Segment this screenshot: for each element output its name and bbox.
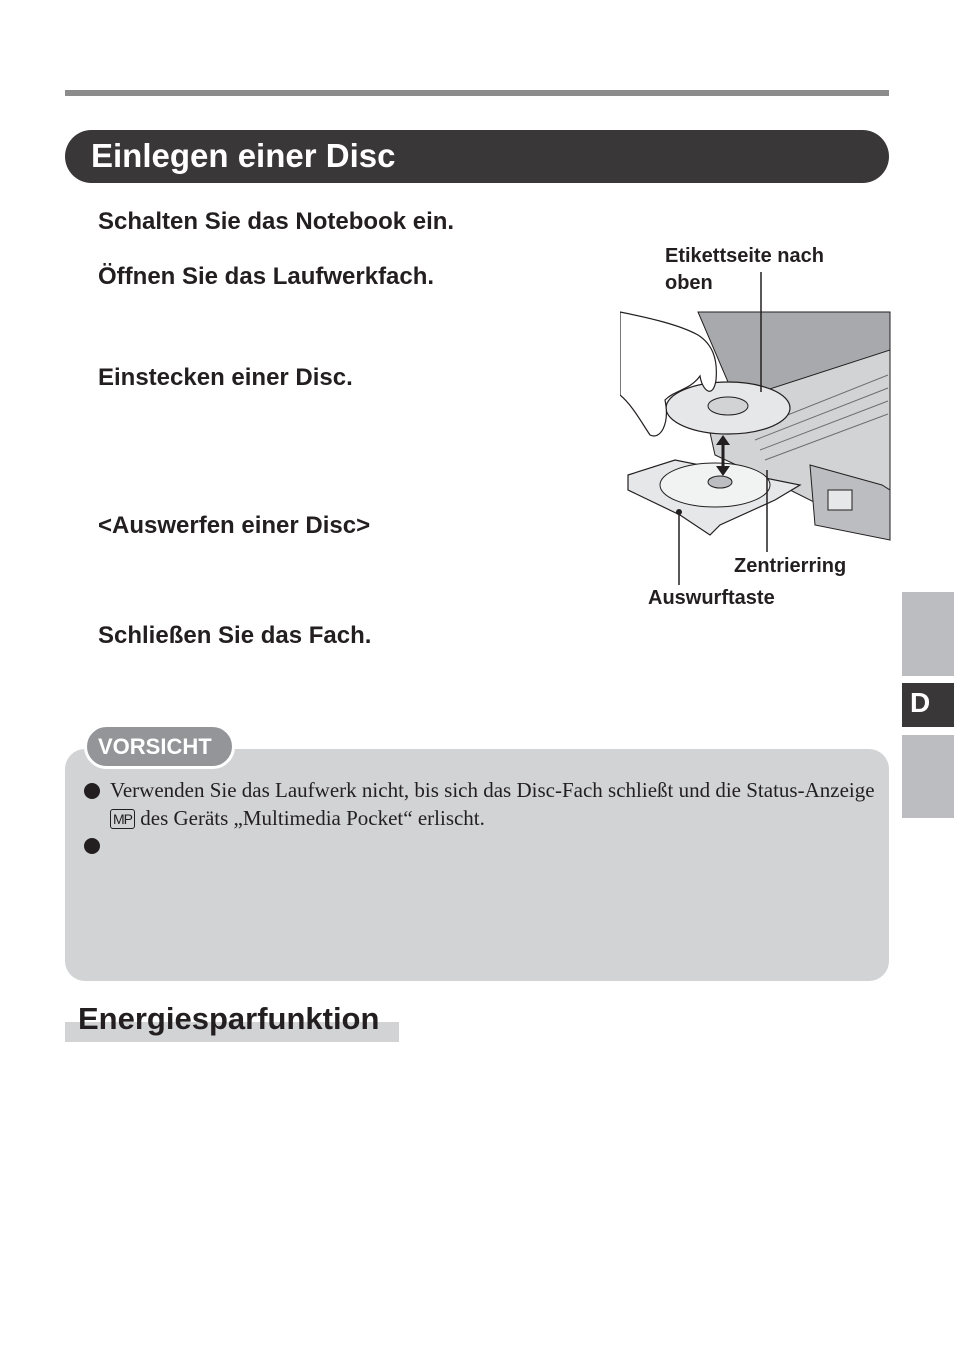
top-rule [65,90,889,96]
caution-item-1 [110,776,880,832]
caution-tag [84,724,235,769]
side-port [828,490,852,510]
step-3: Einstecken einer Disc. [98,364,353,391]
caution-item-1-text-a: Verwenden Sie das Laufwerk nicht, bis sich das Disc-Fach schließt und die Status-Anzeige [110,778,875,802]
centering-ring [708,476,732,488]
label-side-up-line1: Etikettseite nach [665,245,824,267]
step-1: Schalten Sie das Notebook ein. [98,208,455,235]
label-centering-ring: Zentrierring [734,555,847,577]
disc-hub [708,397,748,415]
caution-bullet-1 [84,783,100,799]
caution-item-1-text-b: des Geräts „Multimedia Pocket“ erlischt. [140,806,485,830]
caution-bullet-2 [84,838,100,854]
side-tab-current [902,683,954,727]
section-title: Einlegen einer Disc [91,137,396,174]
subsection-title: Energiesparfunktion [78,1001,380,1036]
step-5: Schließen Sie das Fach. [98,622,372,649]
label-side-up-line2: oben [665,272,713,294]
multimedia-pocket-icon: MP [110,809,135,829]
label-eject-button: Auswurftaste [648,587,775,609]
side-tab-lower [902,735,954,818]
eject-button-dot [676,509,682,515]
disc-insertion-figure [620,240,895,620]
side-tab-letter: D [910,687,931,718]
caution-tag-label: VORSICHT [98,734,212,759]
side-tab-upper [902,592,954,676]
step-4: <Auswerfen einer Disc> [98,512,371,539]
step-2: Öffnen Sie das Laufwerkfach. [98,263,435,290]
section-banner [65,130,889,183]
